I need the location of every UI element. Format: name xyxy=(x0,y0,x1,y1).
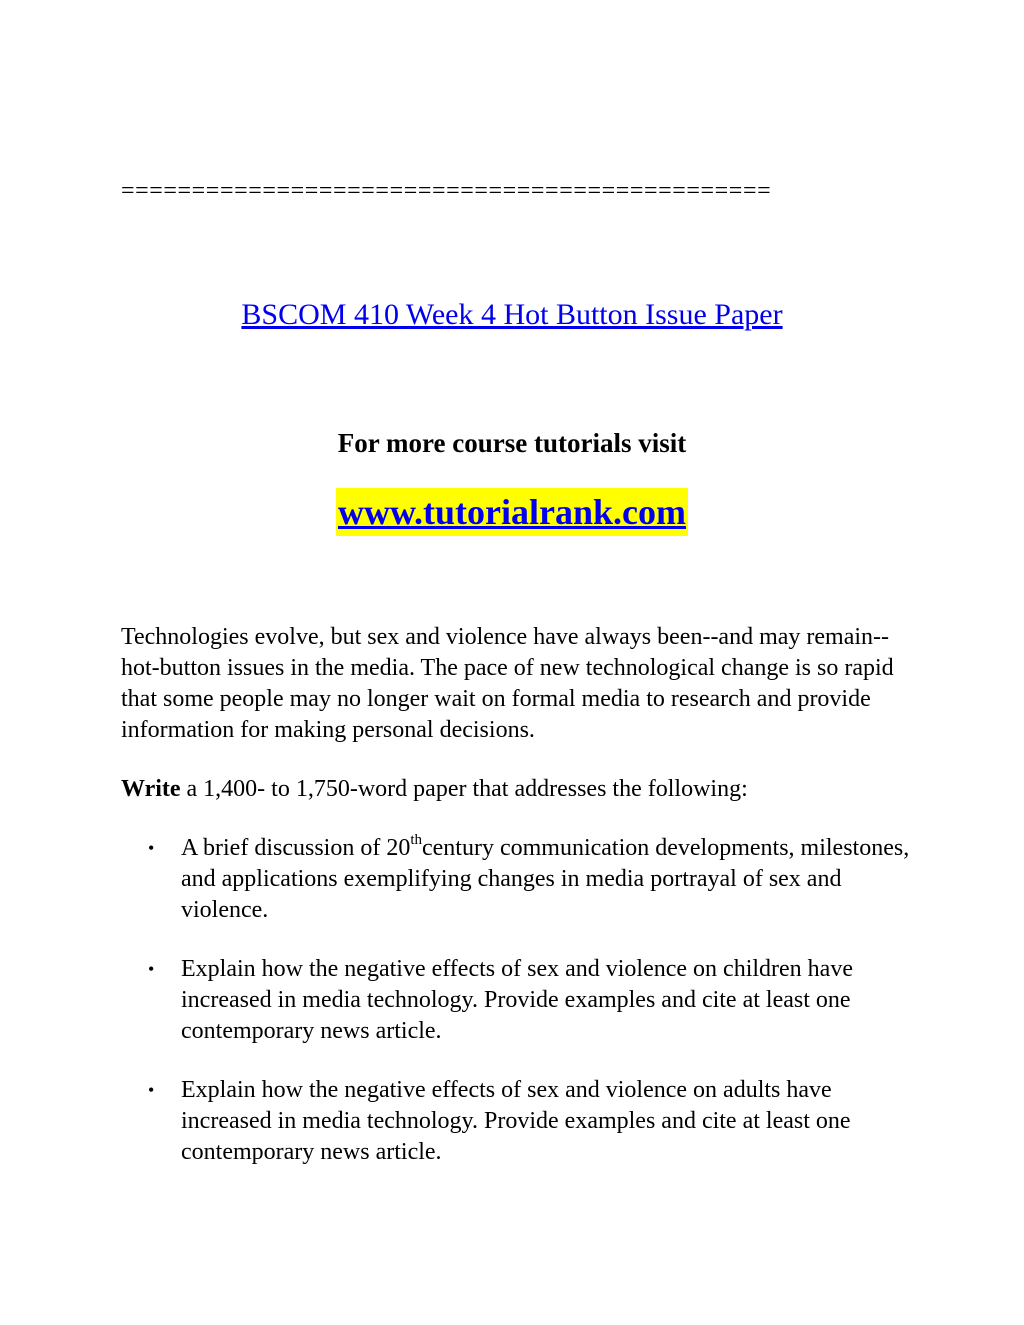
requirements-list xyxy=(121,833,911,1168)
visit-heading: For more course tutorials visit xyxy=(337,428,687,458)
intro-paragraph: Technologies evolve, but sex and violence have always been--and may remain--hot-button issues in the media. The pace of new technological change is so rapid that some people may no longer wait on formal media to research and provide information for making personal decisions. xyxy=(121,624,894,743)
title-link[interactable]: BSCOM 410 Week 4 Hot Button Issue Paper xyxy=(241,298,783,331)
separator-line: ============================================== xyxy=(121,178,772,204)
list-item xyxy=(121,833,911,926)
list-item-text: Explain how the negative effects of sex and violence on children have increased in media technology. Provide examples and cite at least one contemporary news article. xyxy=(181,956,853,1044)
bullet-icon: • xyxy=(148,959,155,979)
site-link-container xyxy=(0,488,1024,536)
instruction-text: a 1,400- to 1,750-word paper that addresses the following: xyxy=(180,776,748,802)
list-item-text-end: century communication developments, milestones, and applications exemplifying changes in media portrayal of sex and violence. xyxy=(181,835,910,923)
list-item xyxy=(121,954,911,1047)
document-body xyxy=(121,622,911,1196)
tutorial-site-link[interactable]: www.tutorialrank.com xyxy=(336,488,688,536)
bullet-icon: • xyxy=(148,1080,155,1100)
superscript: th xyxy=(410,832,422,848)
instruction-bold: Write xyxy=(121,776,181,802)
list-item-text-start: A brief discussion of 20 xyxy=(181,835,411,861)
bullet-icon: • xyxy=(148,838,155,858)
list-item xyxy=(121,1075,911,1168)
list-item-text: Explain how the negative effects of sex and violence on adults have increased in media technology. Provide examples and cite at least one contemporary news article. xyxy=(181,1077,851,1165)
instruction-paragraph xyxy=(121,774,911,805)
